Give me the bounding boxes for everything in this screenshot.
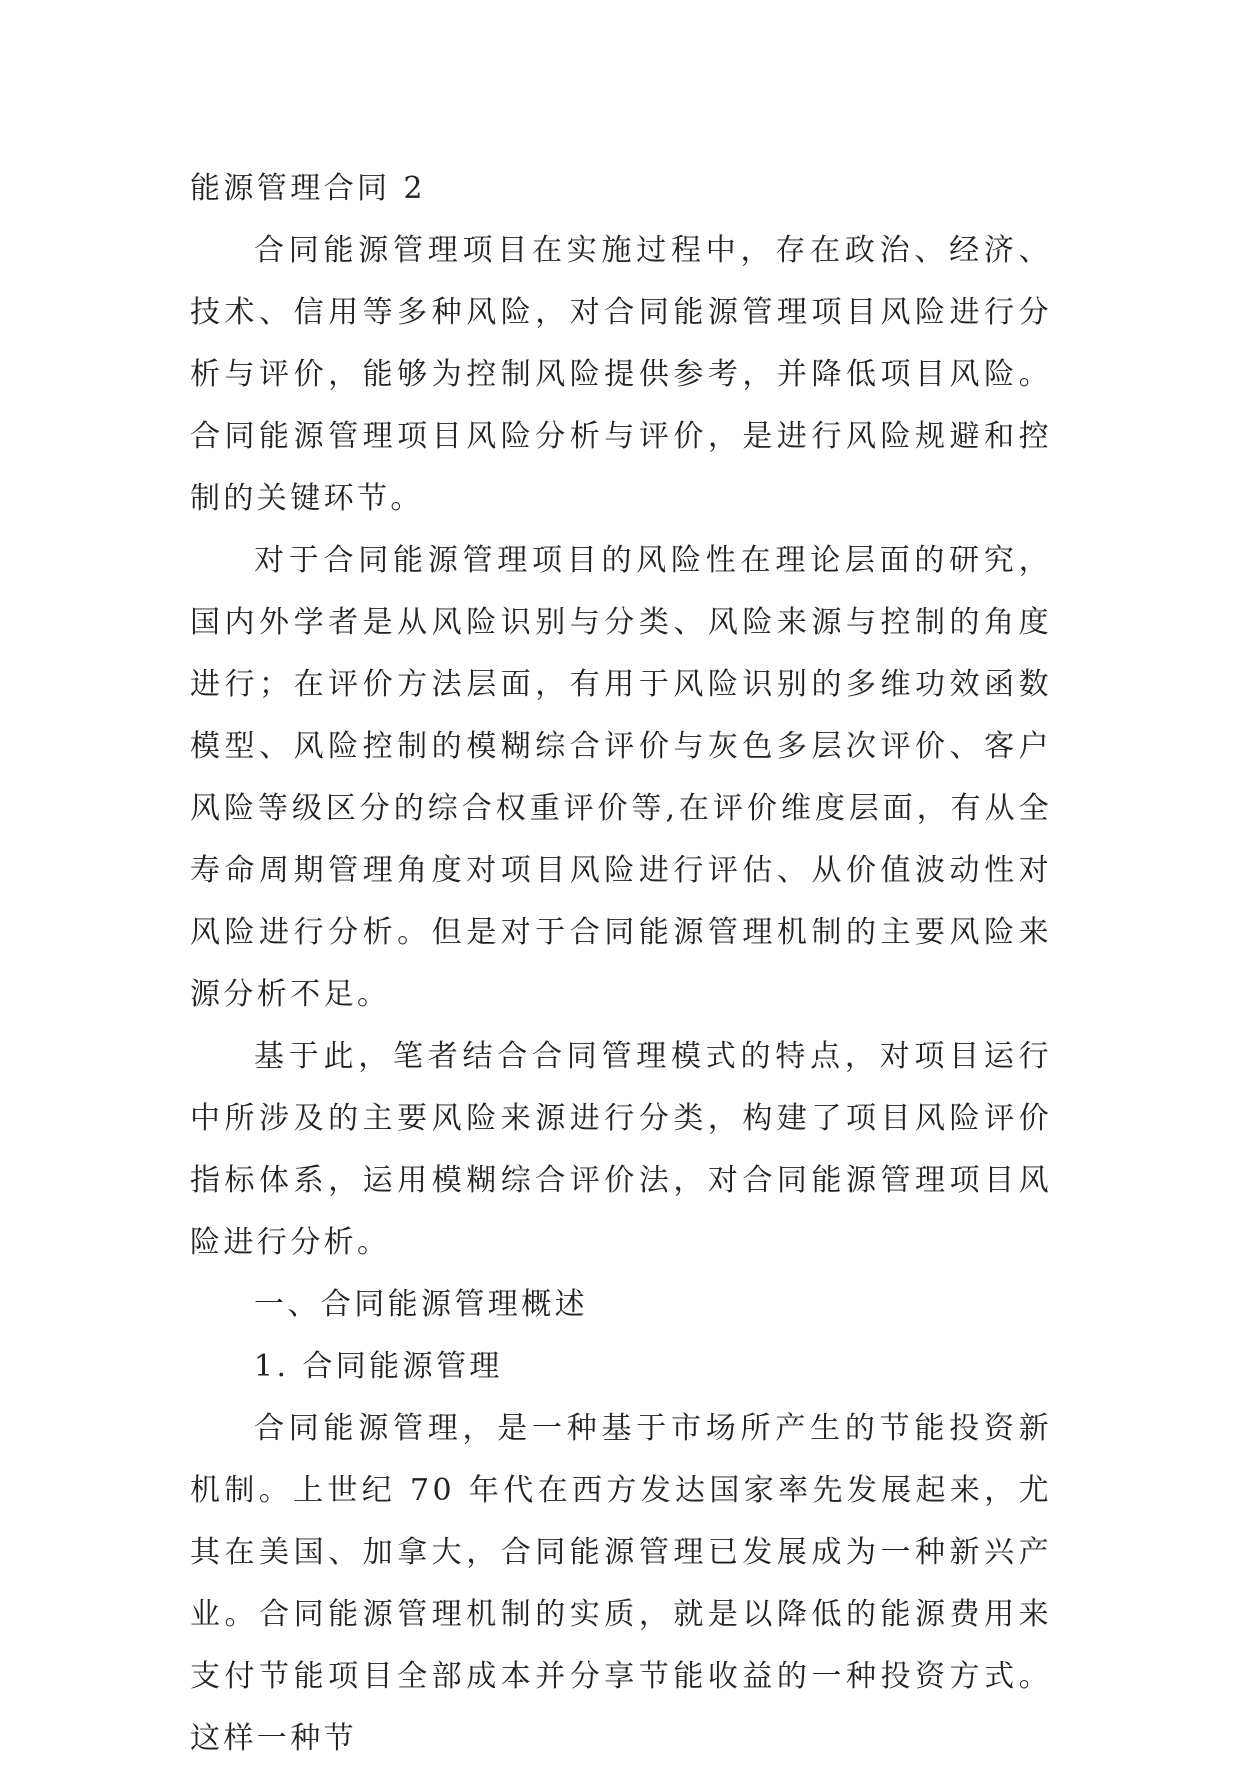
section-heading: 一、合同能源管理概述 [254,1287,588,1322]
paragraph-definition: 合同能源管理，是一种基于市场所产生的节能投资新机制。上世纪 70 年代在西方发达国家率先发展起来，尤其在美国、加拿大，合同能源管理已发展成为一种新兴产业。合同能源管理机制的实质，就是以降低的能源费用来支付节能项目全部成本并分享节能收益的一种投资方式。这样一种节 [190,1411,1052,1756]
document-title: 能源管理合同 2 [190,171,426,206]
document-body [190,158,1052,1770]
paragraph-intro: 合同能源管理项目在实施过程中，存在政治、经济、技术、信用等多种风险，对合同能源管理项目风险进行分析与评价，能够为控制风险提供参考，并降低项目风险。合同能源管理项目风险分析与评价，是进行风险规避和控制的关键环节。 [190,233,1052,516]
paragraph-method: 基于此，笔者结合合同管理模式的特点，对项目运行中所涉及的主要风险来源进行分类，构建了项目风险评价指标体系，运用模糊综合评价法，对合同能源管理项目风险进行分析。 [190,1039,1052,1260]
paragraph-research: 对于合同能源管理项目的风险性在理论层面的研究，国内外学者是从风险识别与分类、风险来源与控制的角度进行；在评价方法层面，有用于风险识别的多维功效函数模型、风险控制的模糊综合评价与灰色多层次评价、客户风险等级区分的综合权重评价等,在评价维度层面，有从全寿命周期管理角度对项目风险进行评估、从价值波动性对风险进行分析。但是对于合同能源管理机制的主要风险来源分析不足。 [190,543,1052,1012]
subsection-heading: 1. 合同能源管理 [254,1349,503,1384]
